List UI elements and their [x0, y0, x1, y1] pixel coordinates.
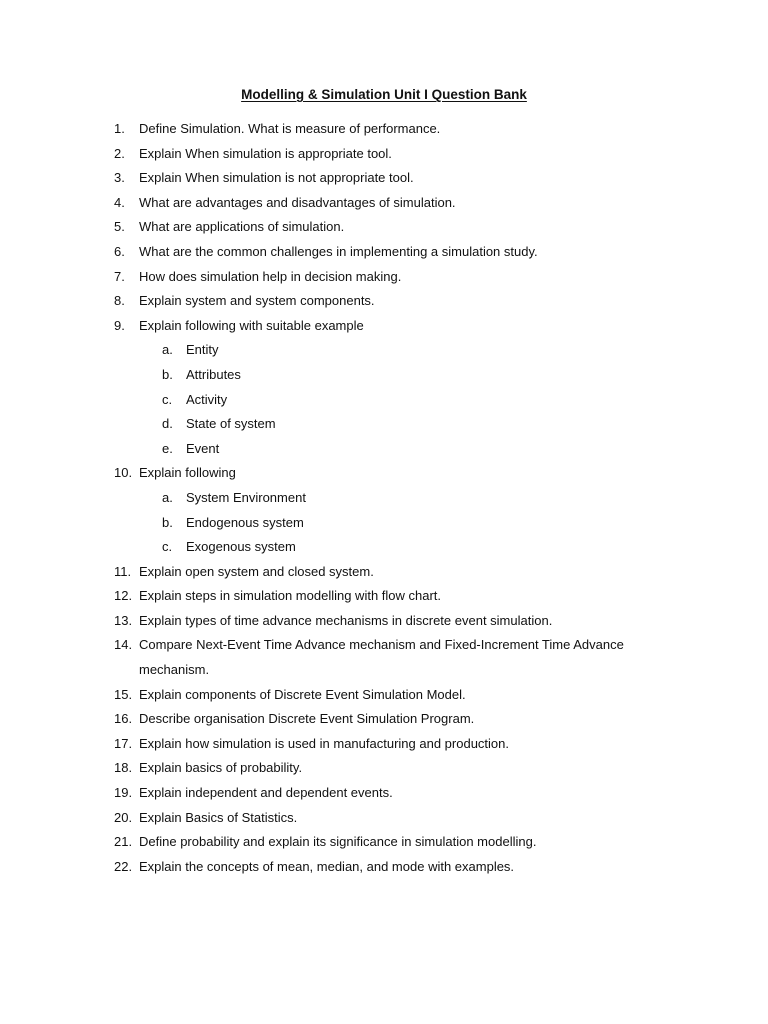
item-number: 6.	[114, 243, 125, 259]
question-item	[0, 660, 768, 685]
question-item	[0, 193, 768, 218]
item-number: 12.	[114, 588, 133, 604]
question-item	[0, 217, 768, 242]
item-number: a.	[162, 489, 173, 505]
item-number: 10.	[114, 465, 133, 481]
item-text: Activity	[186, 391, 228, 407]
question-list	[0, 119, 768, 881]
item-text: mechanism.	[139, 662, 210, 678]
question-item	[0, 709, 768, 734]
question-item	[0, 316, 768, 341]
item-text: What are advantages and disadvantages of simulation.	[139, 194, 456, 210]
sub-question-item	[0, 537, 768, 562]
item-text: Endogenous system	[186, 514, 304, 530]
question-item	[0, 144, 768, 169]
question-item	[0, 242, 768, 267]
item-text: Explain Basics of Statistics.	[139, 809, 298, 825]
item-text: What are the common challenges in implementing a simulation study.	[139, 243, 538, 259]
item-text: Explain following with suitable example	[139, 317, 364, 333]
item-text: Explain how simulation is used in manufacturing and production.	[139, 735, 509, 751]
item-text: Attributes	[186, 366, 241, 382]
item-text: Explain the concepts of mean, median, and mode with examples.	[139, 858, 515, 874]
item-number: 5.	[114, 219, 125, 235]
item-number: 2.	[114, 145, 125, 161]
item-number: 13.	[114, 612, 133, 628]
item-text: Compare Next-Event Time Advance mechanism and Fixed-Increment Time Advance	[139, 637, 624, 653]
sub-question-item	[0, 390, 768, 415]
question-item	[0, 168, 768, 193]
item-text: Explain When simulation is appropriate tool.	[139, 145, 392, 161]
sub-question-item	[0, 365, 768, 390]
item-text: State of system	[186, 416, 276, 432]
item-text: Define Simulation. What is measure of performance.	[139, 121, 441, 136]
item-text: Explain independent and dependent events.	[139, 785, 393, 801]
item-number: d.	[162, 416, 173, 432]
question-item	[0, 463, 768, 488]
item-number: e.	[162, 440, 173, 456]
item-number: 4.	[114, 194, 125, 210]
sub-question-item	[0, 340, 768, 365]
question-item	[0, 635, 768, 660]
item-number: 8.	[114, 293, 125, 309]
item-text: Explain types of time advance mechanisms in discrete event simulation.	[139, 612, 553, 628]
item-number: 20.	[114, 809, 133, 825]
question-item	[0, 685, 768, 710]
question-item	[0, 734, 768, 759]
item-number: 18.	[114, 760, 133, 776]
question-item	[0, 119, 768, 144]
item-text: Explain When simulation is not appropriate tool.	[139, 170, 414, 186]
item-text: System Environment	[186, 489, 306, 505]
item-number: c.	[162, 391, 173, 407]
question-item	[0, 611, 768, 636]
item-text: Explain system and system components.	[139, 293, 375, 309]
item-text: Define probability and explain its significance in simulation modelling.	[139, 834, 537, 850]
sub-question-item	[0, 439, 768, 464]
item-text: Explain steps in simulation modelling with flow chart.	[139, 588, 442, 604]
item-number: 17.	[114, 735, 133, 751]
item-number: 7.	[114, 268, 125, 284]
item-number: 19.	[114, 785, 133, 801]
item-text: Describe organisation Discrete Event Simulation Program.	[139, 711, 475, 727]
sub-question-item	[0, 414, 768, 439]
sub-question-item	[0, 488, 768, 513]
item-text: What are applications of simulation.	[139, 219, 345, 235]
item-number: 21.	[114, 834, 133, 850]
item-text: How does simulation help in decision making.	[139, 268, 402, 284]
item-number: 1.	[114, 121, 125, 136]
item-number: 16.	[114, 711, 133, 727]
question-item	[0, 291, 768, 316]
question-item	[0, 857, 768, 882]
item-number: 14.	[114, 637, 133, 653]
item-number: 22.	[114, 858, 133, 874]
question-item	[0, 758, 768, 783]
item-number: b.	[162, 514, 173, 530]
item-number: 11.	[114, 563, 132, 579]
item-text: Explain components of Discrete Event Simulation Model.	[139, 686, 466, 702]
question-item	[0, 267, 768, 292]
question-item	[0, 808, 768, 833]
item-number: a.	[162, 342, 173, 358]
question-item	[0, 832, 768, 857]
item-text: Explain open system and closed system.	[139, 563, 374, 579]
item-number: 15.	[114, 686, 133, 702]
page-title: Modelling & Simulation Unit I Question Bank	[241, 87, 527, 102]
question-item	[0, 783, 768, 808]
question-item	[0, 562, 768, 587]
item-number: b.	[162, 366, 173, 382]
item-text: Event	[186, 440, 220, 456]
item-text: Explain basics of probability.	[139, 760, 303, 776]
item-number: 9.	[114, 317, 125, 333]
question-item	[0, 586, 768, 611]
item-text: Exogenous system	[186, 539, 296, 555]
item-text: Entity	[186, 342, 219, 358]
sub-question-item	[0, 513, 768, 538]
item-text: Explain following	[139, 465, 236, 481]
item-number: 3.	[114, 170, 125, 186]
item-number: c.	[162, 539, 173, 555]
